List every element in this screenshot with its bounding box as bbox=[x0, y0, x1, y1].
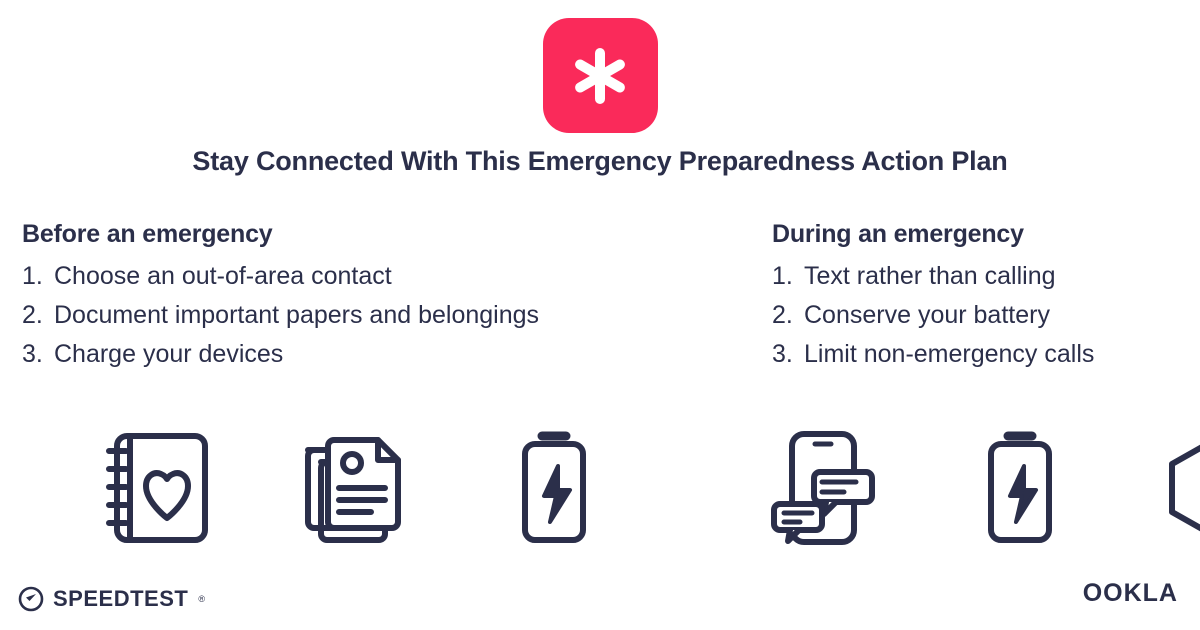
battery-charge-icon bbox=[484, 418, 624, 558]
clock-hexagon-icon bbox=[1148, 418, 1200, 558]
steps-list-before bbox=[22, 257, 742, 374]
phone-message-icon bbox=[752, 418, 892, 558]
battery-charge-glyph bbox=[958, 426, 1082, 550]
asterisk-icon bbox=[568, 44, 632, 108]
list-item-label: Conserve your battery bbox=[804, 301, 1050, 329]
notebook-heart-glyph bbox=[96, 426, 220, 550]
icon-row-during bbox=[752, 418, 1200, 558]
list-item bbox=[772, 257, 1192, 296]
ookla-wordmark: OOKLA bbox=[1082, 579, 1178, 607]
list-item bbox=[22, 257, 742, 296]
list-item-number: 2. bbox=[772, 301, 793, 329]
list-item-label: Charge your devices bbox=[54, 340, 284, 368]
battery-charge-icon bbox=[950, 418, 1090, 558]
speedtest-gauge-icon bbox=[18, 586, 44, 612]
list-item-number: 1. bbox=[772, 262, 793, 290]
speedtest-logo bbox=[18, 586, 205, 612]
list-item-number: 3. bbox=[772, 340, 793, 368]
clock-hexagon-glyph bbox=[1156, 426, 1200, 550]
list-item bbox=[772, 296, 1192, 335]
icon-row-before bbox=[88, 418, 624, 558]
column-heading-before: Before an emergency bbox=[22, 220, 273, 248]
phone-message-glyph bbox=[760, 426, 884, 550]
list-item bbox=[22, 335, 742, 374]
documents-stack-glyph bbox=[294, 426, 418, 550]
list-item-label: Text rather than calling bbox=[804, 262, 1056, 290]
list-item-label: Limit non-emergency calls bbox=[804, 340, 1095, 368]
list-item bbox=[22, 296, 742, 335]
column-during-emergency bbox=[772, 220, 1192, 374]
steps-list-during bbox=[772, 257, 1192, 374]
notebook-heart-icon bbox=[88, 418, 228, 558]
list-item-number: 2. bbox=[22, 301, 43, 329]
list-item-number: 3. bbox=[22, 340, 43, 368]
speedtest-badge bbox=[543, 18, 658, 133]
brand-badge-container bbox=[0, 18, 1200, 133]
page-title: Stay Connected With This Emergency Preparedness Action Plan bbox=[192, 146, 1008, 176]
speedtest-trademark: ® bbox=[198, 594, 205, 604]
ookla-logo bbox=[1083, 579, 1178, 608]
column-before-emergency bbox=[22, 220, 742, 374]
list-item-label: Choose an out-of-area contact bbox=[54, 262, 392, 290]
list-item-number: 1. bbox=[22, 262, 43, 290]
list-item bbox=[772, 335, 1192, 374]
speedtest-wordmark: SPEEDTEST bbox=[53, 586, 189, 611]
list-item-label: Document important papers and belongings bbox=[54, 301, 540, 329]
battery-charge-glyph bbox=[492, 426, 616, 550]
column-heading-during: During an emergency bbox=[772, 220, 1024, 248]
documents-stack-icon bbox=[286, 418, 426, 558]
